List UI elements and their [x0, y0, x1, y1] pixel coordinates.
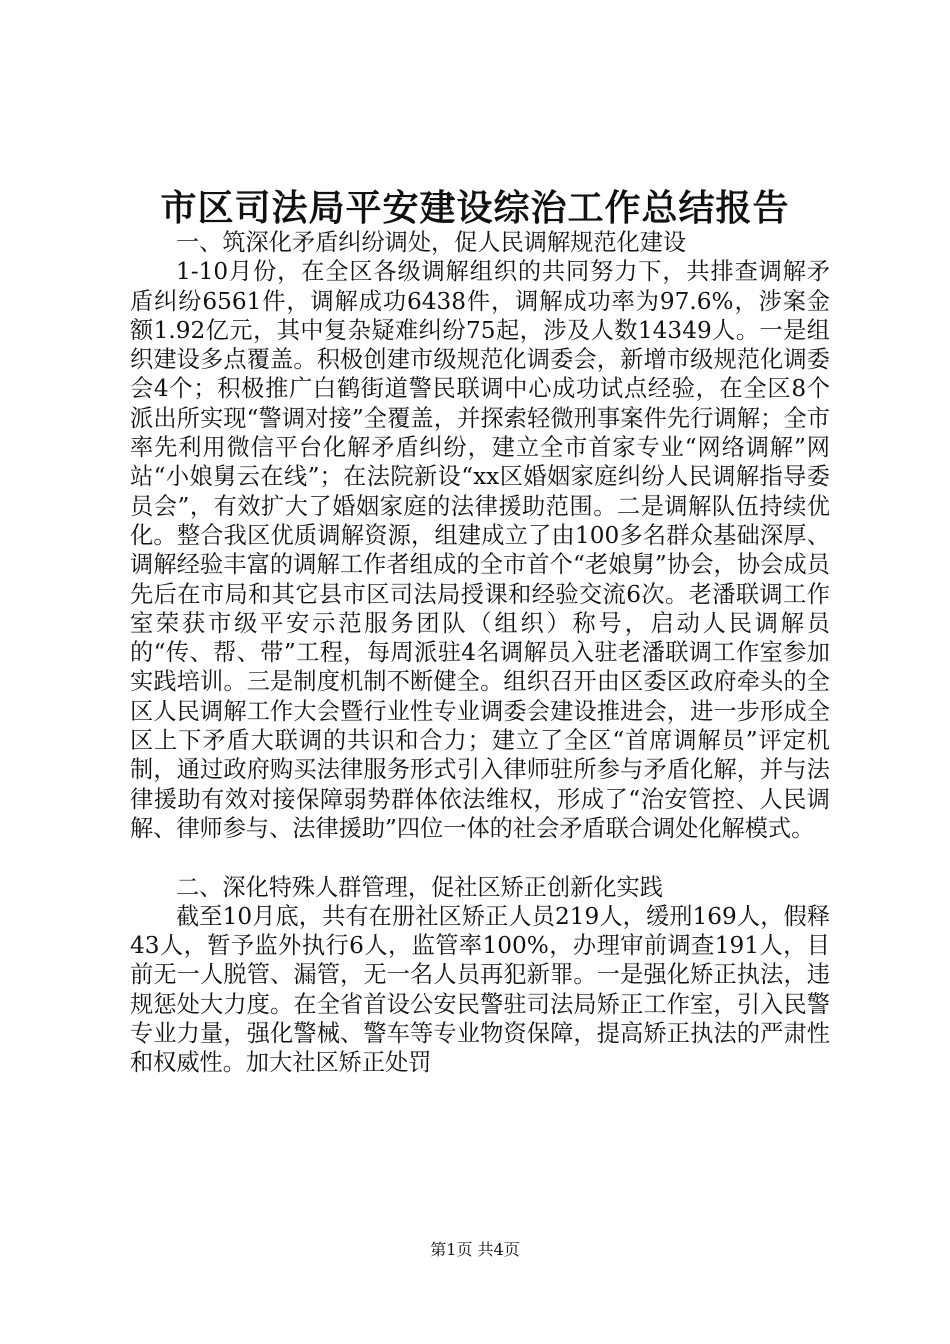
document-body	[130, 228, 830, 1078]
section-1-heading: 一、筑深化矛盾纠纷调处，促人民调解规范化建设	[176, 229, 687, 256]
section-2-body: 截至10月底，共有在册社区矫正人员219人，缓刑169人，假释43人，暂予监外执行6人，监管率100%，办理审前调查191人，目前无一人脱管、漏管，无一名人员再犯新罪。一是强化矫正执法，违规惩处大力度。在全省首设公安民警驻司法局矫正工作室，引入民警专业力量，强化警械、警车等专业物资保障，提高矫正执法的严肃性和权威性。加大社区矫正处罚	[130, 902, 830, 1077]
section-1-body: 1-10月份，在全区各级调解组织的共同努力下，共排查调解矛盾纠纷6561件，调解成功6438件，调解成功率为97.6%，涉案金额1.92亿元，其中复杂疑难纠纷75起，涉及人数14349人。一是组织建设多点覆盖。积极创建市级规范化调委会，新增市级规范化调委会4个；积极推广白鹤街道警民联调中心成功试点经验，在全区8个派出所实现“警调对接”全覆盖，并探索轻微刑事案件先行调解；全市率先利用微信平台化解矛盾纠纷，建立全市首家专业“网络调解”网站“小娘舅云在线”；在法院新设“xx区婚姻家庭纠纷人民调解指导委员会”，有效扩大了婚姻家庭的法律援助范围。二是调解队伍持续优化。整合我区优质调解资源，组建成立了由100多名群众基础深厚、调解经验丰富的调解工作者组成的全市首个“老娘舅”协会，协会成员先后在市局和其它县市区司法局授课和经验交流6次。老潘联调工作室荣获市级平安示范服务团队（组织）称号，启动人民调解员的“传、帮、带”工程，每周派驻4名调解员入驻老潘联调工作室参加实践培训。三是制度机制不断健全。组织召开由区委区政府牵头的全区人民调解工作大会暨行业性专业调委会建设推进会，进一步形成全区上下矛盾大联调的共识和合力；建立了全区“首席调解员”评定机制，通过政府购买法律服务形式引入律师驻所参与矛盾化解，并与法律援助有效对接保障弱势群体依法维权，形成了“治安管控、人民调解、律师参与、法律援助”四位一体的社会矛盾联合调处化解模式。	[130, 258, 830, 842]
section-2-heading: 二、深化特殊人群管理，促社区矫正创新化实践	[176, 873, 663, 901]
page-footer: 第1页 共4页	[430, 1240, 520, 1259]
document-title: 市区司法局平安建设综治工作总结报告	[160, 187, 790, 229]
